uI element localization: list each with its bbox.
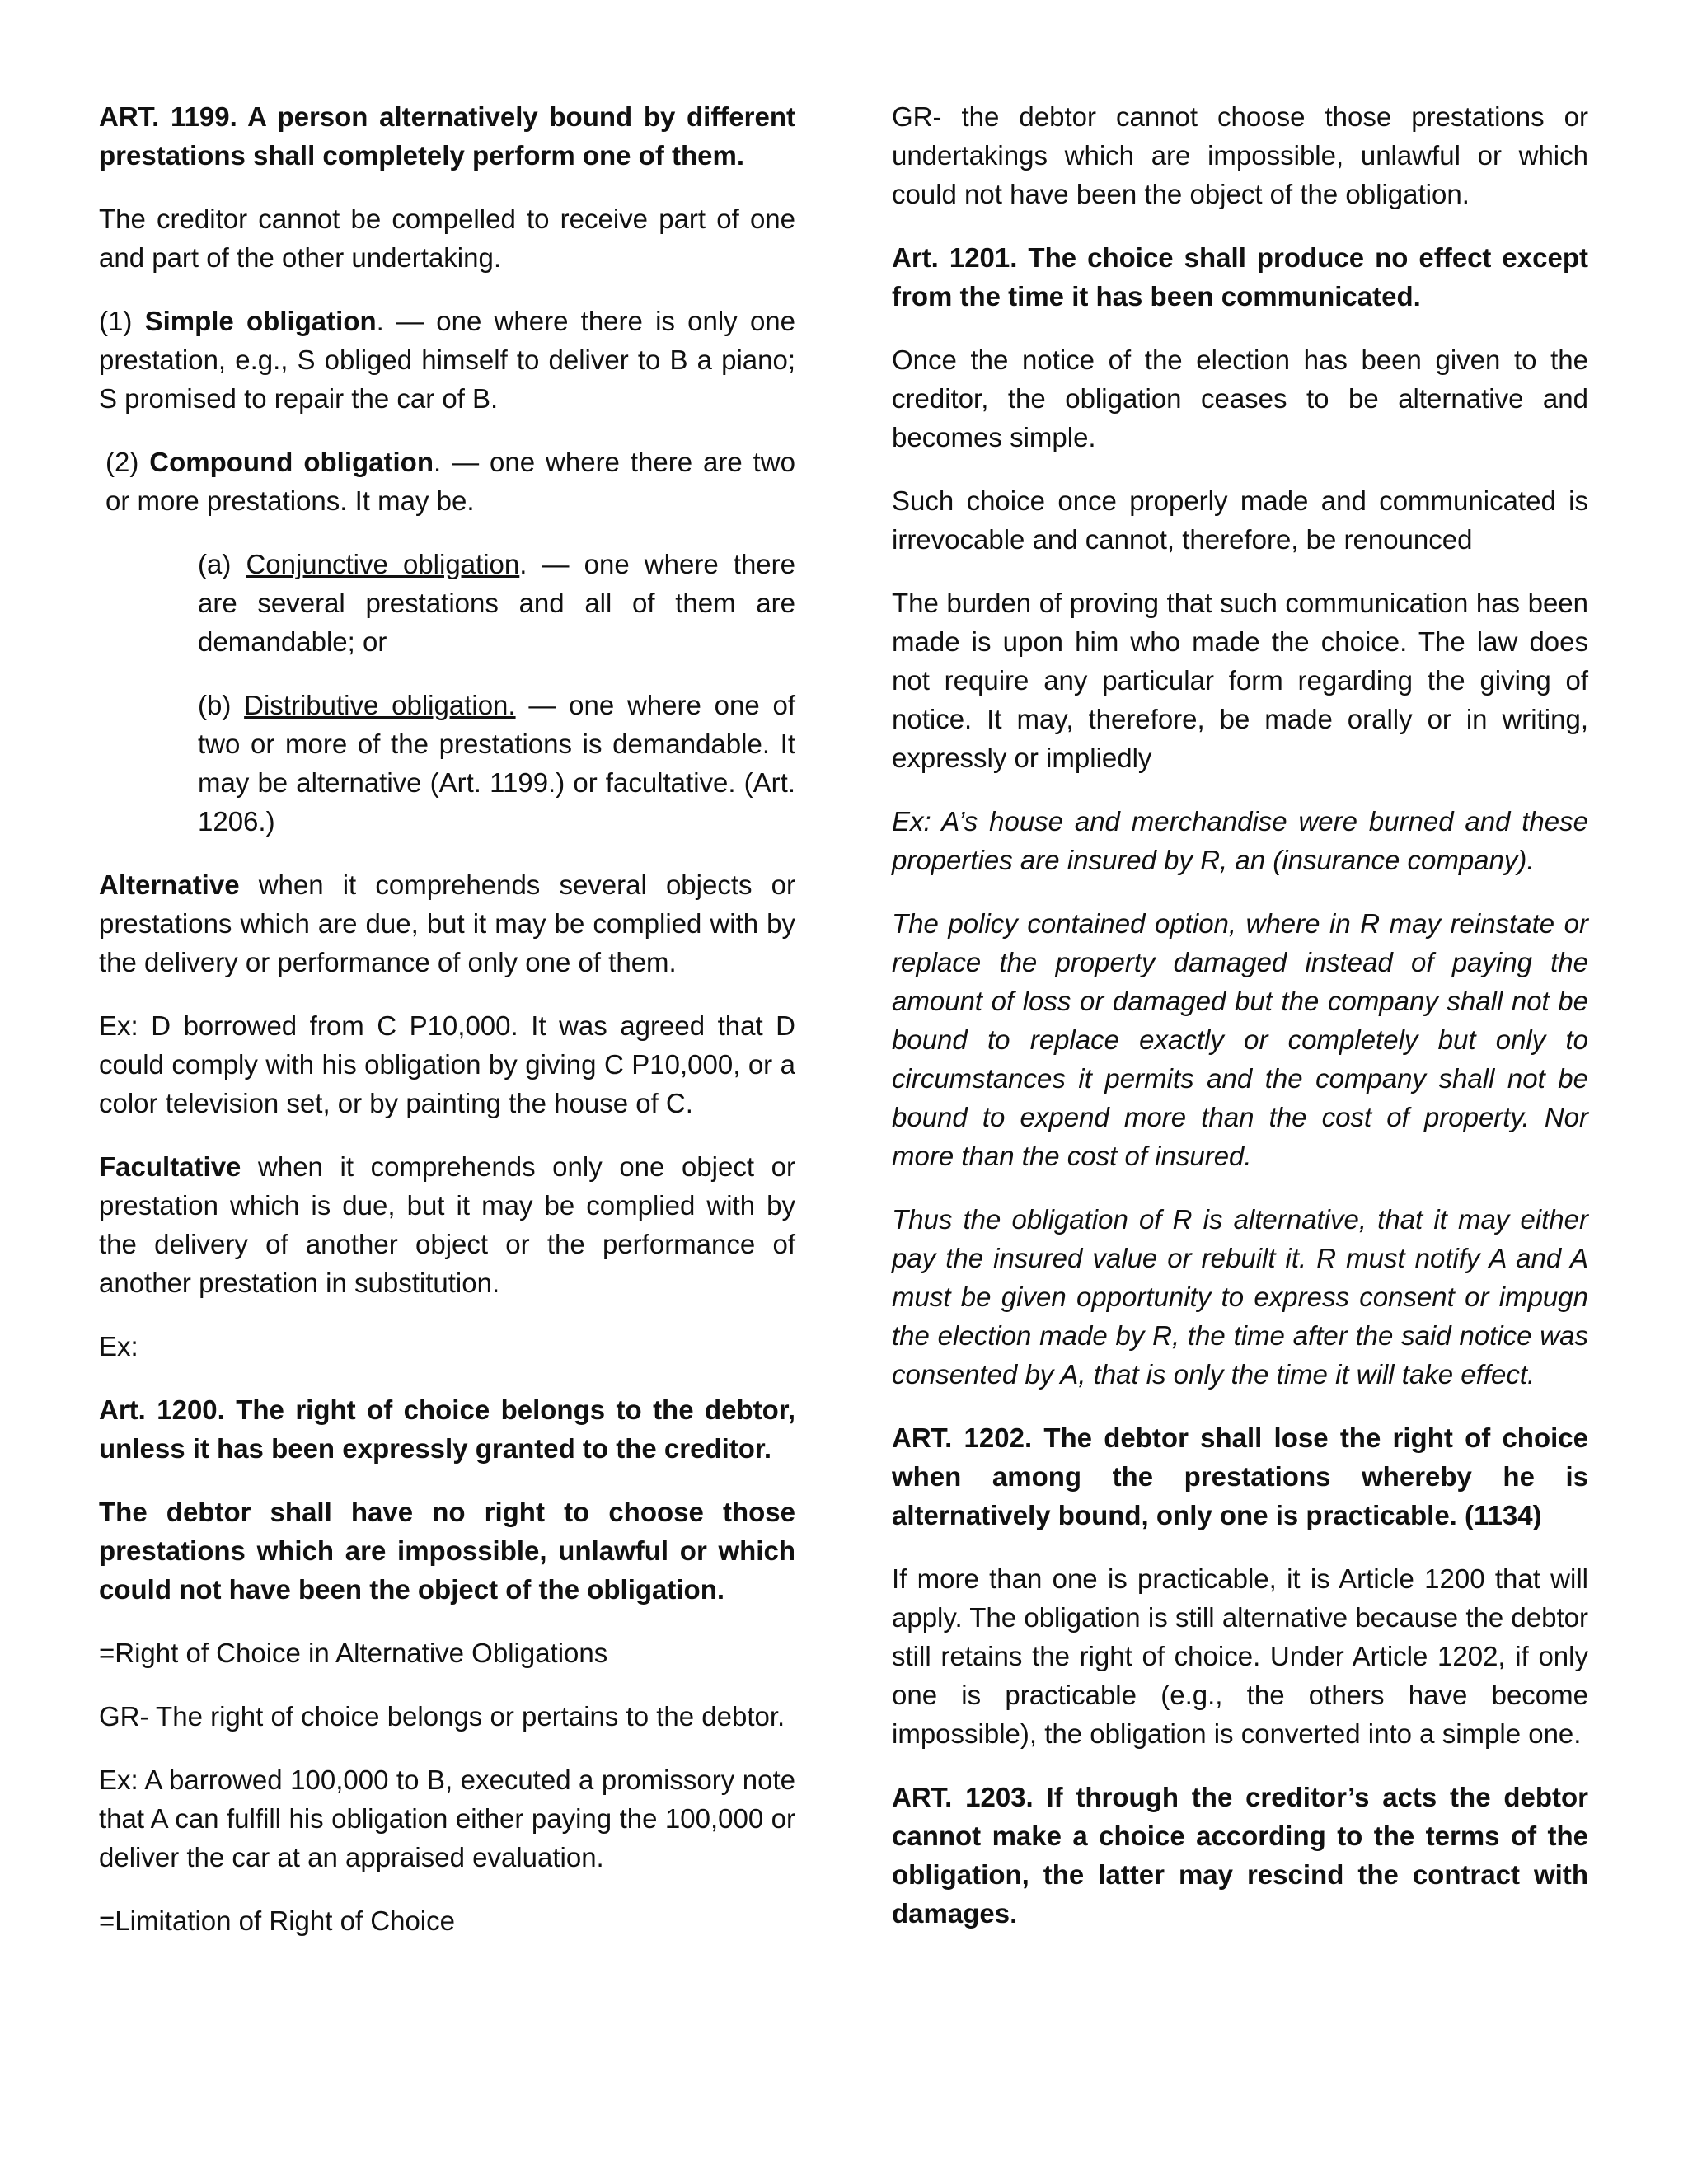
conjunctive-obligation-text: . — one where there are several prestations and all of them are demandable; or <box>198 549 796 657</box>
facultative-term: Facultative <box>99 1151 241 1182</box>
conjunctive-number: (a) <box>198 549 246 579</box>
art1203-heading: ART. 1203. If through the creditor’s acts the debtor cannot make a choice according to the terms of the obligation, the latter may rescind the contract with damages. <box>892 1782 1588 1929</box>
art1199-heading: ART. 1199. A person alternatively bound by different prestations shall completely perform one of them. <box>99 101 795 171</box>
compound-obligation-term: Compound obligation <box>149 447 434 477</box>
art1201-paragraph-1: Once the notice of the election has been given to the creditor, the obligation ceases to be alternative and becomes simple. <box>892 344 1588 452</box>
thus-paragraph: Thus the obligation of R is alternative, that it may either pay the insured value or rebuilt it. R must notify A and A must be given opportunity to express consent or impugn the election made by R, the time after the said notice was consented by A, that is only the time it will take effect. <box>892 1204 1588 1390</box>
promissory-note-example: Ex: A barrowed 100,000 to B, executed a promissory note that A can fulfill his obligation either paying the 100,000 or deliver the car at an appraised evaluation. <box>99 1765 795 1872</box>
art1201-paragraph-3: The burden of proving that such communication has been made is upon him who made the choice. The law does not require any particular form regarding the giving of notice. It may, therefore, be made orally or in writing, expressly or impliedly <box>892 588 1588 773</box>
art1199-paragraph: The creditor cannot be compelled to receive part of one and part of the other undertaking. <box>99 204 795 273</box>
simple-obligation-term: Simple obligation <box>144 306 377 336</box>
conjunctive-obligation-term: Conjunctive obligation <box>246 549 520 579</box>
art1202-heading: ART. 1202. The debtor shall lose the right of choice when among the prestations whereby he is alternatively bound, only one is practicable. (1134) <box>892 1422 1588 1530</box>
distributive-obligation-paragraph <box>198 686 795 841</box>
simple-number: (1) <box>99 306 145 336</box>
alternative-text: when it comprehends several objects or prestations which are due, but it may be complied with by the delivery or performance of only one of them. <box>99 869 795 977</box>
art1200-heading: Art. 1200. The right of choice belongs to the debtor, unless it has been expressly granted to the creditor. <box>99 1394 795 1464</box>
compound-obligation-paragraph <box>99 443 795 520</box>
general-rule-limitation: GR- the debtor cannot choose those prestations or undertakings which are impossible, unlawful or which could not have been the object of the obligation. <box>892 101 1588 209</box>
distributive-obligation-term: Distributive obligation. <box>244 690 516 720</box>
art1200-paragraph: The debtor shall have no right to choose those prestations which are impossible, unlawful or which could not have been the object of the obligation. <box>99 1497 795 1605</box>
alternative-term: Alternative <box>99 869 240 900</box>
limitation-label: =Limitation of Right of Choice <box>99 1905 455 1936</box>
art1201-heading: Art. 1201. The choice shall produce no effect except from the time it has been communicated. <box>892 242 1588 312</box>
facultative-text: when it comprehends only one object or prestation which is due, but it may be complied with by the delivery of another object or the performance of another prestation in substitution. <box>99 1151 795 1298</box>
left-column <box>99 97 795 1965</box>
facultative-example: Ex: <box>99 1331 138 1361</box>
art1201-paragraph-2: Such choice once properly made and communicated is irrevocable and cannot, therefore, be renounced <box>892 485 1588 555</box>
right-of-choice-label: =Right of Choice in Alternative Obligations <box>99 1638 608 1668</box>
right-column <box>892 97 1588 1957</box>
facultative-paragraph <box>99 1147 795 1302</box>
alternative-example: Ex: D borrowed from C P10,000. It was agreed that D could comply with his obligation by giving C P10,000, or a color television set, or by painting the house of C. <box>99 1010 795 1118</box>
insurance-example: Ex: A’s house and merchandise were burned and these properties are insured by R, an (insurance company). <box>892 806 1588 875</box>
conjunctive-obligation-paragraph <box>198 545 795 661</box>
simple-obligation-text: . — one where there is only one prestation, e.g., S obliged himself to deliver to B a piano; S promised to repair the car of B. <box>99 306 795 414</box>
compound-obligation-text: . — one where there are two or more prestations. It may be. <box>106 447 795 516</box>
simple-obligation-paragraph <box>99 302 795 418</box>
alternative-paragraph <box>99 865 795 982</box>
distributive-number: (b) <box>198 690 245 720</box>
compound-number: (2) <box>106 447 150 477</box>
distributive-obligation-text: — one where one of two or more of the prestations is demandable. It may be alternative (Art. 1199.) or facultative. (Art. 1206.) <box>198 690 795 837</box>
general-rule-right-of-choice: GR- The right of choice belongs or pertains to the debtor. <box>99 1701 785 1732</box>
art1202-paragraph: If more than one is practicable, it is Article 1200 that will apply. The obligation is still alternative because the debtor still retains the right of choice. Under Article 1202, if only one is practicable (e.g., the others have become impossible), the obligation is converted into a simple one. <box>892 1563 1588 1749</box>
policy-paragraph: The policy contained option, where in R may reinstate or replace the property damaged instead of paying the amount of loss or damaged but the company shall not be bound to replace exactly or completely but only to circumstances it permits and the company shall not be bound to expend more than the cost of property. Nor more than the cost of insured. <box>892 908 1588 1171</box>
